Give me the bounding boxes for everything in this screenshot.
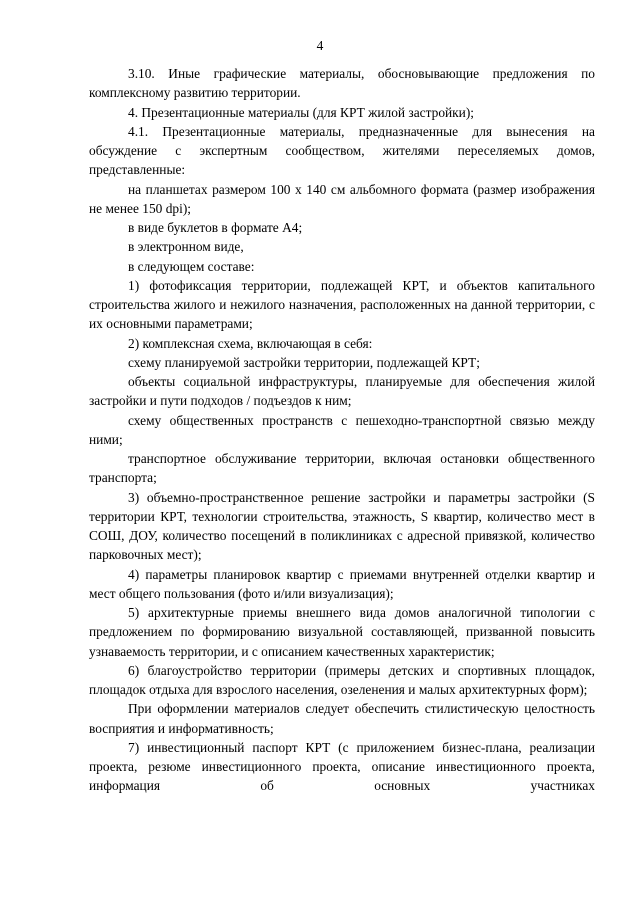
paragraph-3-10: 3.10. Иные графические материалы, обосновывающие предложения по комплексному развитию территории.: [89, 66, 595, 101]
paragraph-4-1: 4.1. Презентационные материалы, предназначенные для вынесения на обсуждение с экспертным сообществом, жителями переселяемых домов, представленные:: [89, 123, 595, 178]
list-item-3: 3) объемно-пространственное решение застройки и параметры застройки (S территории КРТ, технологии строительства, этажность, S квартир, количество мест в СОШ, ДОУ, количество посещений в поликлиниках с адресной привязкой, количество парковочных мест);: [89, 489, 595, 563]
list-item-1: 1) фотофиксация территории, подлежащей КРТ, и объектов капитального строительства жилого и нежилого назначения, расположенных на данной территории, с их основными параметрами;: [89, 277, 595, 332]
list-item-7: 7) инвестиционный паспорт КРТ (с приложением бизнес-плана, реализации проекта, резюме инвестиционного проекта, описание инвестиционного проекта, информация об основных участниках: [89, 739, 595, 794]
list-item-4: 4) параметры планировок квартир с приемами внутренней отделки квартир и мест общего пользования (фото и/или визуализация);: [89, 566, 595, 601]
list-item-5: 5) архитектурные приемы внешнего вида домов аналогичной типологии с предложением по формированию визуальной составляющей, призванной повысить узнаваемость территории, и с описанием качественных характеристик;: [89, 605, 595, 659]
list-item-6: 6) благоустройство территории (примеры детских и спортивных площадок, площадок отдыха для взрослого населения, озеленения и малых архитектурных форм);: [89, 662, 595, 697]
list-item-2: 2) комплексная схема, включающая в себя:: [128, 335, 373, 351]
list-item-2-social-infrastructure: объекты социальной инфраструктуры, планируемые для обеспечения жилой застройки и пути подходов / подъездов к ним;: [89, 374, 595, 409]
page-number: 4: [316, 38, 324, 53]
paragraph-booklets: в виде буклетов в формате А4;: [128, 220, 303, 235]
list-item-2-transport: транспортное обслуживание территории, включая остановки общественного транспорта;: [89, 451, 595, 486]
paragraph-tablets: на планшетах размером 100 x 140 см альбомного формата (размер изображения не менее 150 dpi);: [89, 181, 595, 216]
paragraph-composition: в следующем составе:: [128, 258, 255, 274]
list-item-2-development-scheme: схему планируемой застройки территории, подлежащей КРТ;: [128, 354, 480, 370]
paragraph-styling-note: При оформлении материалов следует обеспечить стилистическую целостность восприятия и информативность;: [89, 701, 595, 736]
paragraph-4: 4. Презентационные материалы (для КРТ жилой застройки);: [128, 104, 475, 120]
list-item-2-public-spaces: схему общественных пространств с пешеходно-транспортной связью между ними;: [89, 412, 595, 447]
document-body: [89, 64, 595, 796]
paragraph-electronic: в электронном виде,: [128, 239, 244, 255]
